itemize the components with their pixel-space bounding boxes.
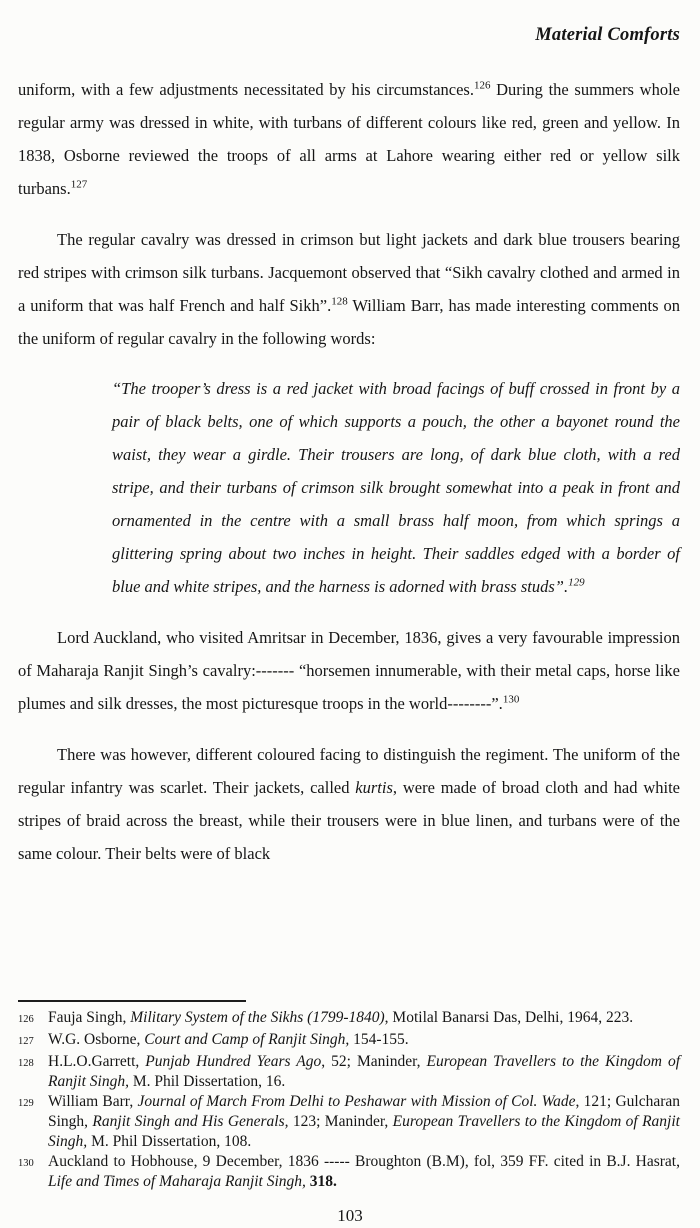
footnote-text: William Barr, Journal of March From Delhi to Peshawar with Mission of Col. Wade, 121; Gulcharan Singh, Ranjit Singh and His Generals, 123; Maninder, European Travellers to the Kingdom of Ranjit Singh, M. Phil Dissertation, 108.: [48, 1093, 681, 1150]
footnote-text: Fauja Singh, Military System of the Sikhs (1799-1840), Motilal Banarsi Das, Delhi, 1964, 223.: [48, 1009, 634, 1026]
paragraph-regiment-facing: There was however, different coloured facing to distinguish the regiment. The uniform of the regular infantry was scarlet. Their jackets, called kurtis, were made of broad cloth and had white stripes of braid across the breast, while their trousers were in blue linen, and turbans were of the same colour. Their belts were of black: [18, 745, 680, 863]
footnote: [18, 1052, 680, 1092]
footnote-text: Auckland to Hobhouse, 9 December, 1836 ----- Broughton (B.M), fol, 359 FF. cited in B.J. Hasrat, Life and Times of Maharaja Ranjit Singh, 318.: [48, 1153, 680, 1190]
footnote-separator-rule: [18, 1000, 246, 1002]
footnote: [18, 1152, 680, 1192]
footnote: [18, 1008, 680, 1030]
running-header: [0, 0, 700, 49]
chapter-title: Material Comforts: [535, 25, 680, 45]
footnote-text: W.G. Osborne, Court and Camp of Ranjit Singh, 154-155.: [48, 1031, 409, 1048]
paragraph-lord-auckland: Lord Auckland, who visited Amritsar in December, 1836, gives a very favourable impression of Maharaja Ranjit Singh’s cavalry:------- “horsemen innumerable, with their metal caps, horse like plumes and silk dresses, the most picturesque troops in the world--------”.$^{130}$: [18, 628, 680, 713]
footnote: [18, 1092, 680, 1152]
footnote-number: 130: [18, 1158, 34, 1169]
footnote-number: 128: [18, 1058, 34, 1069]
footnote: [18, 1030, 680, 1052]
footnote-number: 129: [18, 1098, 34, 1109]
footnote-number: 126: [18, 1014, 34, 1025]
footnote-number: 127: [18, 1036, 34, 1047]
footnote-text: H.L.O.Garrett, Punjab Hundred Years Ago, 52; Maninder, European Travellers to the Kingdom of Ranjit Singh, M. Phil Dissertation, 16.: [48, 1053, 680, 1090]
block-quote-barr: “The trooper’s dress is a red jacket with broad facings of buff crossed in front by a pair of black belts, one of which supports a pouch, the other a bayonet round the waist, they wear a girdle. Their trousers are long, of dark blue cloth, with a red stripe, and their turbans of crimson silk brought somewhat into a peak in front and ornamented in the centre with a small brass half moon, from which springs a glittering spring about two inches in height. Their saddles edged with a border of blue and white stripes, and the harness is adorned with brass studs”.$^{129}$: [112, 379, 680, 596]
paragraph-uniform-continuation: uniform, with a few adjustments necessitated by his circumstances.$^{126}$ During the summers whole regular army was dressed in white, with turbans of different colours like red, green and yellow. In 1838, Osborne reviewed the troops of all arms at Lahore wearing either red or yellow silk turbans.$^{127}$: [18, 79, 680, 198]
page-number: 103: [337, 1206, 363, 1225]
footnotes-section: [18, 1000, 680, 1192]
page-body: [0, 73, 700, 870]
paragraph-regular-cavalry: The regular cavalry was dressed in crimson but light jackets and dark blue trousers bearing red stripes with crimson silk turbans. Jacquemont observed that “Sikh cavalry clothed and armed in a uniform that was half French and half Sikh”.$^{128}$ William Barr, has made interesting comments on the uniform of regular cavalry in the following words:: [18, 230, 680, 348]
